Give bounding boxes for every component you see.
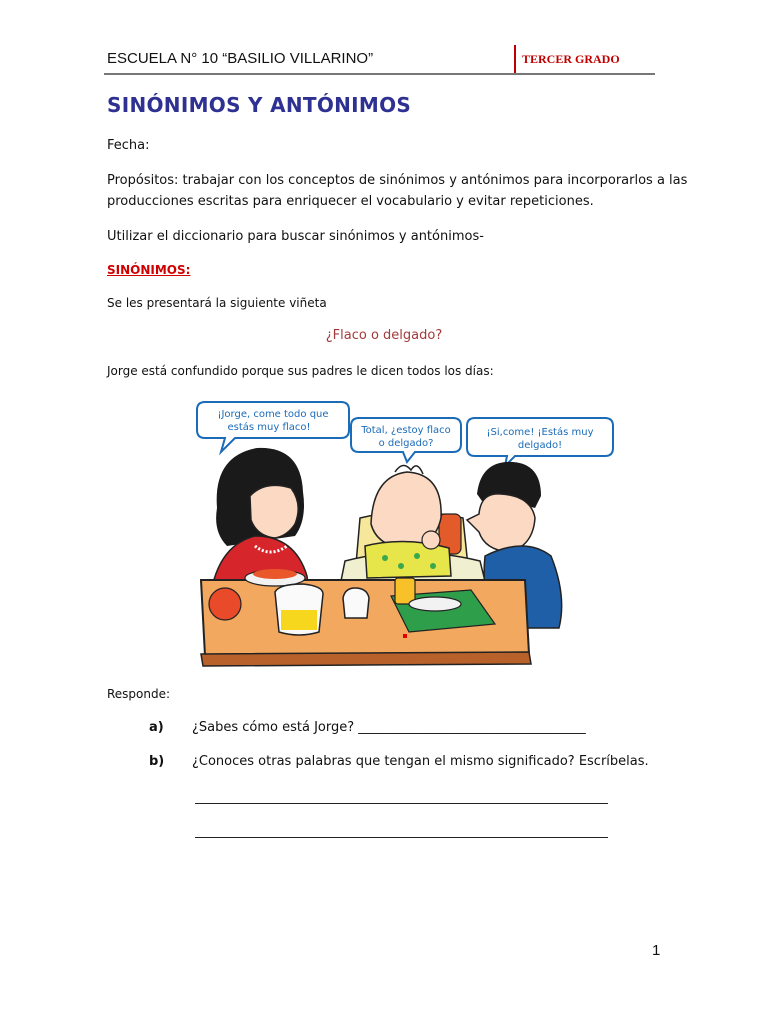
bubble-child-line2: o delgado? — [378, 438, 434, 449]
bubble-father-line1: ¡Si,come! ¡Estás muy — [486, 427, 594, 438]
question-a-text: ¿Sabes cómo está Jorge? ___________________________________ — [192, 720, 586, 735]
header-rule — [104, 73, 655, 75]
responde-label: Responde: — [107, 687, 171, 701]
purpose-line-2: producciones escritas para enriquecer el vocabulario y evitar repeticiones. — [107, 194, 594, 209]
bubble-mother-line2: estás muy flaco! — [227, 422, 311, 433]
intro-text: Se les presentará la siguiente viñeta — [107, 296, 327, 310]
speech-bubble-mother — [197, 402, 349, 452]
question-b-text: ¿Conoces otras palabras que tengan el mismo significado? Escríbelas. — [192, 754, 649, 769]
bubble-father-line2: delgado! — [517, 440, 563, 451]
baby-figure — [365, 465, 451, 578]
header-divider — [514, 45, 516, 75]
purpose-line-1: Propósitos: trabajar con los conceptos de sinónimos y antónimos para incorporarlos a las — [107, 173, 688, 188]
speech-bubble-child — [351, 418, 461, 462]
comic-intro: Jorge está confundido porque sus padres le dicen todos los días: — [107, 364, 494, 378]
bubble-child-line1: Total, ¿estoy flaco — [361, 425, 451, 436]
question-a-label: a) — [149, 720, 164, 735]
answer-line-1[interactable] — [195, 803, 608, 804]
dictionary-instruction: Utilizar el diccionario para buscar sinónimos y antónimos- — [107, 229, 484, 244]
answer-line-2[interactable] — [195, 837, 608, 838]
section-heading-sinonimos: SINÓNIMOS: — [107, 263, 191, 277]
grade-label: TERCER GRADO — [522, 52, 620, 66]
question-b-label: b) — [149, 754, 165, 769]
bubble-mother-line1: ¡Jorge, come todo que — [217, 409, 329, 420]
speech-bubble-father — [467, 418, 613, 466]
page-number: 1 — [652, 942, 661, 959]
page-title: SINÓNIMOS Y ANTÓNIMOS — [107, 93, 412, 117]
comic-title: ¿Flaco o delgado? — [325, 328, 443, 343]
fecha-label: Fecha: — [107, 138, 150, 153]
comic-illustration — [195, 396, 615, 668]
school-name: ESCUELA N° 10 “BASILIO VILLARINO” — [107, 50, 374, 67]
